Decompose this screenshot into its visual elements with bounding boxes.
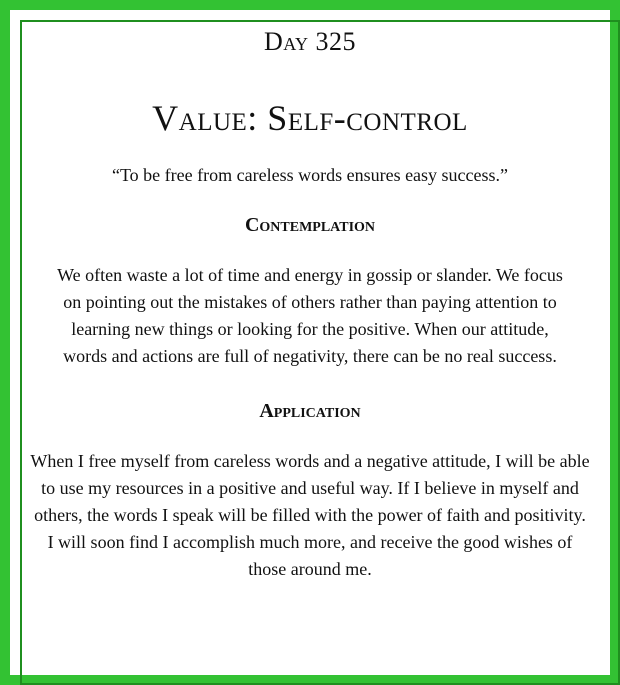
page-content xyxy=(14,14,606,583)
contemplation-heading: Contemplation xyxy=(244,214,376,236)
application-paragraph: When I free myself from careless words and a negative attitude, I will be able to use my resources in a positive and useful way. If I believe in myself and others, the words I speak will be filled with the power of faith and positivity. I will soon find I accomplish much more, and receive the good wishes of those around me. xyxy=(30,451,590,579)
day-label: Day 325 xyxy=(263,27,357,56)
application-heading: Application xyxy=(259,400,361,422)
value-title: Value: Self-control xyxy=(152,98,468,138)
contemplation-paragraph: We often waste a lot of time and energy in gossip or slander. We focus on pointing out the mistakes of others rather than paying attention to learning new things or looking for the positive. When our attitude, words and actions are full of negativity, there can be no real success. xyxy=(57,265,563,366)
quote: “To be free from careless words ensures easy success.” xyxy=(111,165,509,185)
